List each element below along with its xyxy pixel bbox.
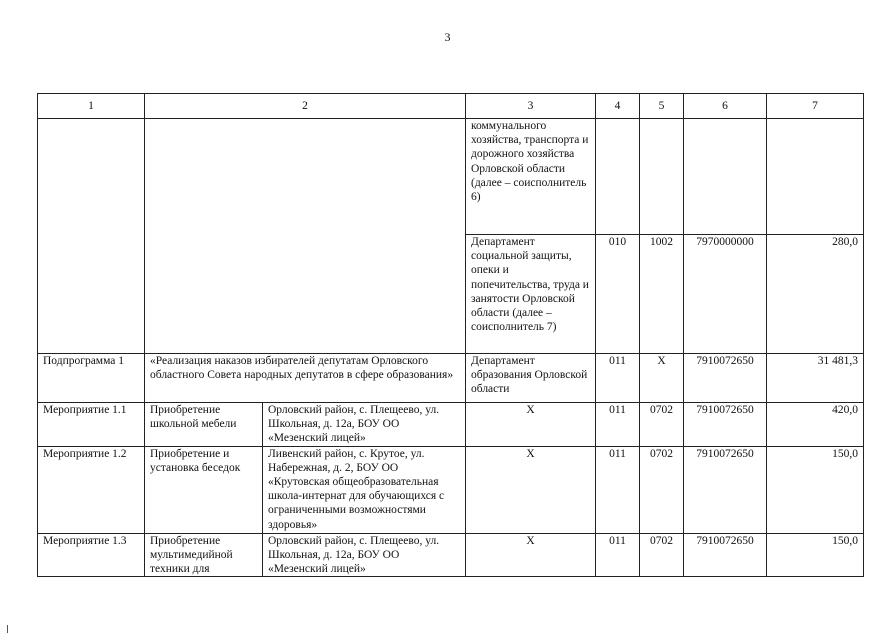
measure-name: Приобретение и установка беседок xyxy=(145,446,263,533)
measure-address: Ливенский район, с. Крутое, ул. Набережная, д. 2, БОУ ОО «Крутовская общеобразовательная школа-интернат для обучающихся с ограниченными возможностями здоровья» xyxy=(263,446,466,533)
header-cell: 7 xyxy=(767,94,864,119)
code-cell: 0702 xyxy=(640,403,684,447)
measure-label: Мероприятие 1.2 xyxy=(38,446,145,533)
code-cell: 0702 xyxy=(640,446,684,533)
subprogram-label: Подпрограмма 1 xyxy=(38,354,145,403)
header-cell: 3 xyxy=(466,94,596,119)
code-cell xyxy=(640,119,684,235)
subprogram-row xyxy=(38,354,864,403)
measure-name: Приобретение мультимедийной техники для xyxy=(145,533,263,577)
measure-row xyxy=(38,446,864,533)
empty-cell xyxy=(38,119,145,354)
code-cell: 7910072650 xyxy=(684,403,767,447)
header-cell: 6 xyxy=(684,94,767,119)
page-number: 3 xyxy=(444,30,451,44)
executor-cell: коммунального хозяйства, транспорта и дорожного хозяйства Орловской области (далее – соисполнитель 6) xyxy=(466,119,596,235)
amount-cell: 280,0 xyxy=(767,235,864,354)
budget-table xyxy=(37,93,864,577)
code-cell: 010 xyxy=(596,235,640,354)
measure-address: Орловский район, с. Плещеево, ул. Школьная, д. 12а, БОУ ОО «Мезенский лицей» xyxy=(263,403,466,447)
header-cell: 1 xyxy=(38,94,145,119)
measure-name: Приобретение школьной мебели xyxy=(145,403,263,447)
measure-row xyxy=(38,403,864,447)
measure-address: Орловский район, с. Плещеево, ул. Школьная, д. 12а, БОУ ОО «Мезенский лицей» xyxy=(263,533,466,577)
subprogram-title: «Реализация наказов избирателей депутатам Орловского областного Совета народных депутатов в сфере образования» xyxy=(145,354,466,403)
executor-cell: Х xyxy=(466,446,596,533)
code-cell: 011 xyxy=(596,403,640,447)
code-cell: 7970000000 xyxy=(684,235,767,354)
code-cell: 0702 xyxy=(640,533,684,577)
code-cell: 7910072650 xyxy=(684,446,767,533)
amount-cell: 420,0 xyxy=(767,403,864,447)
executor-cell: Х xyxy=(466,403,596,447)
header-cell: 4 xyxy=(596,94,640,119)
executor-cell: Департамент образования Орловской области xyxy=(466,354,596,403)
code-cell: 1002 xyxy=(640,235,684,354)
measure-label: Мероприятие 1.1 xyxy=(38,403,145,447)
amount-cell: 150,0 xyxy=(767,446,864,533)
amount-cell xyxy=(767,119,864,235)
table-row xyxy=(38,119,864,235)
code-cell: Х xyxy=(640,354,684,403)
measure-label: Мероприятие 1.3 xyxy=(38,533,145,577)
code-cell xyxy=(684,119,767,235)
amount-cell: 31 481,3 xyxy=(767,354,864,403)
code-cell: 7910072650 xyxy=(684,354,767,403)
table-header-row xyxy=(38,94,864,119)
code-cell xyxy=(596,119,640,235)
empty-cell xyxy=(145,119,466,354)
scan-mark xyxy=(7,625,8,633)
executor-cell: Департамент социальной защиты, опеки и попечительства, труда и занятости Орловской области (далее – соисполнитель 7) xyxy=(466,235,596,354)
executor-cell: Х xyxy=(466,533,596,577)
header-cell: 2 xyxy=(145,94,466,119)
amount-cell: 150,0 xyxy=(767,533,864,577)
code-cell: 011 xyxy=(596,446,640,533)
code-cell: 011 xyxy=(596,533,640,577)
code-cell: 011 xyxy=(596,354,640,403)
code-cell: 7910072650 xyxy=(684,533,767,577)
header-cell: 5 xyxy=(640,94,684,119)
measure-row xyxy=(38,533,864,577)
